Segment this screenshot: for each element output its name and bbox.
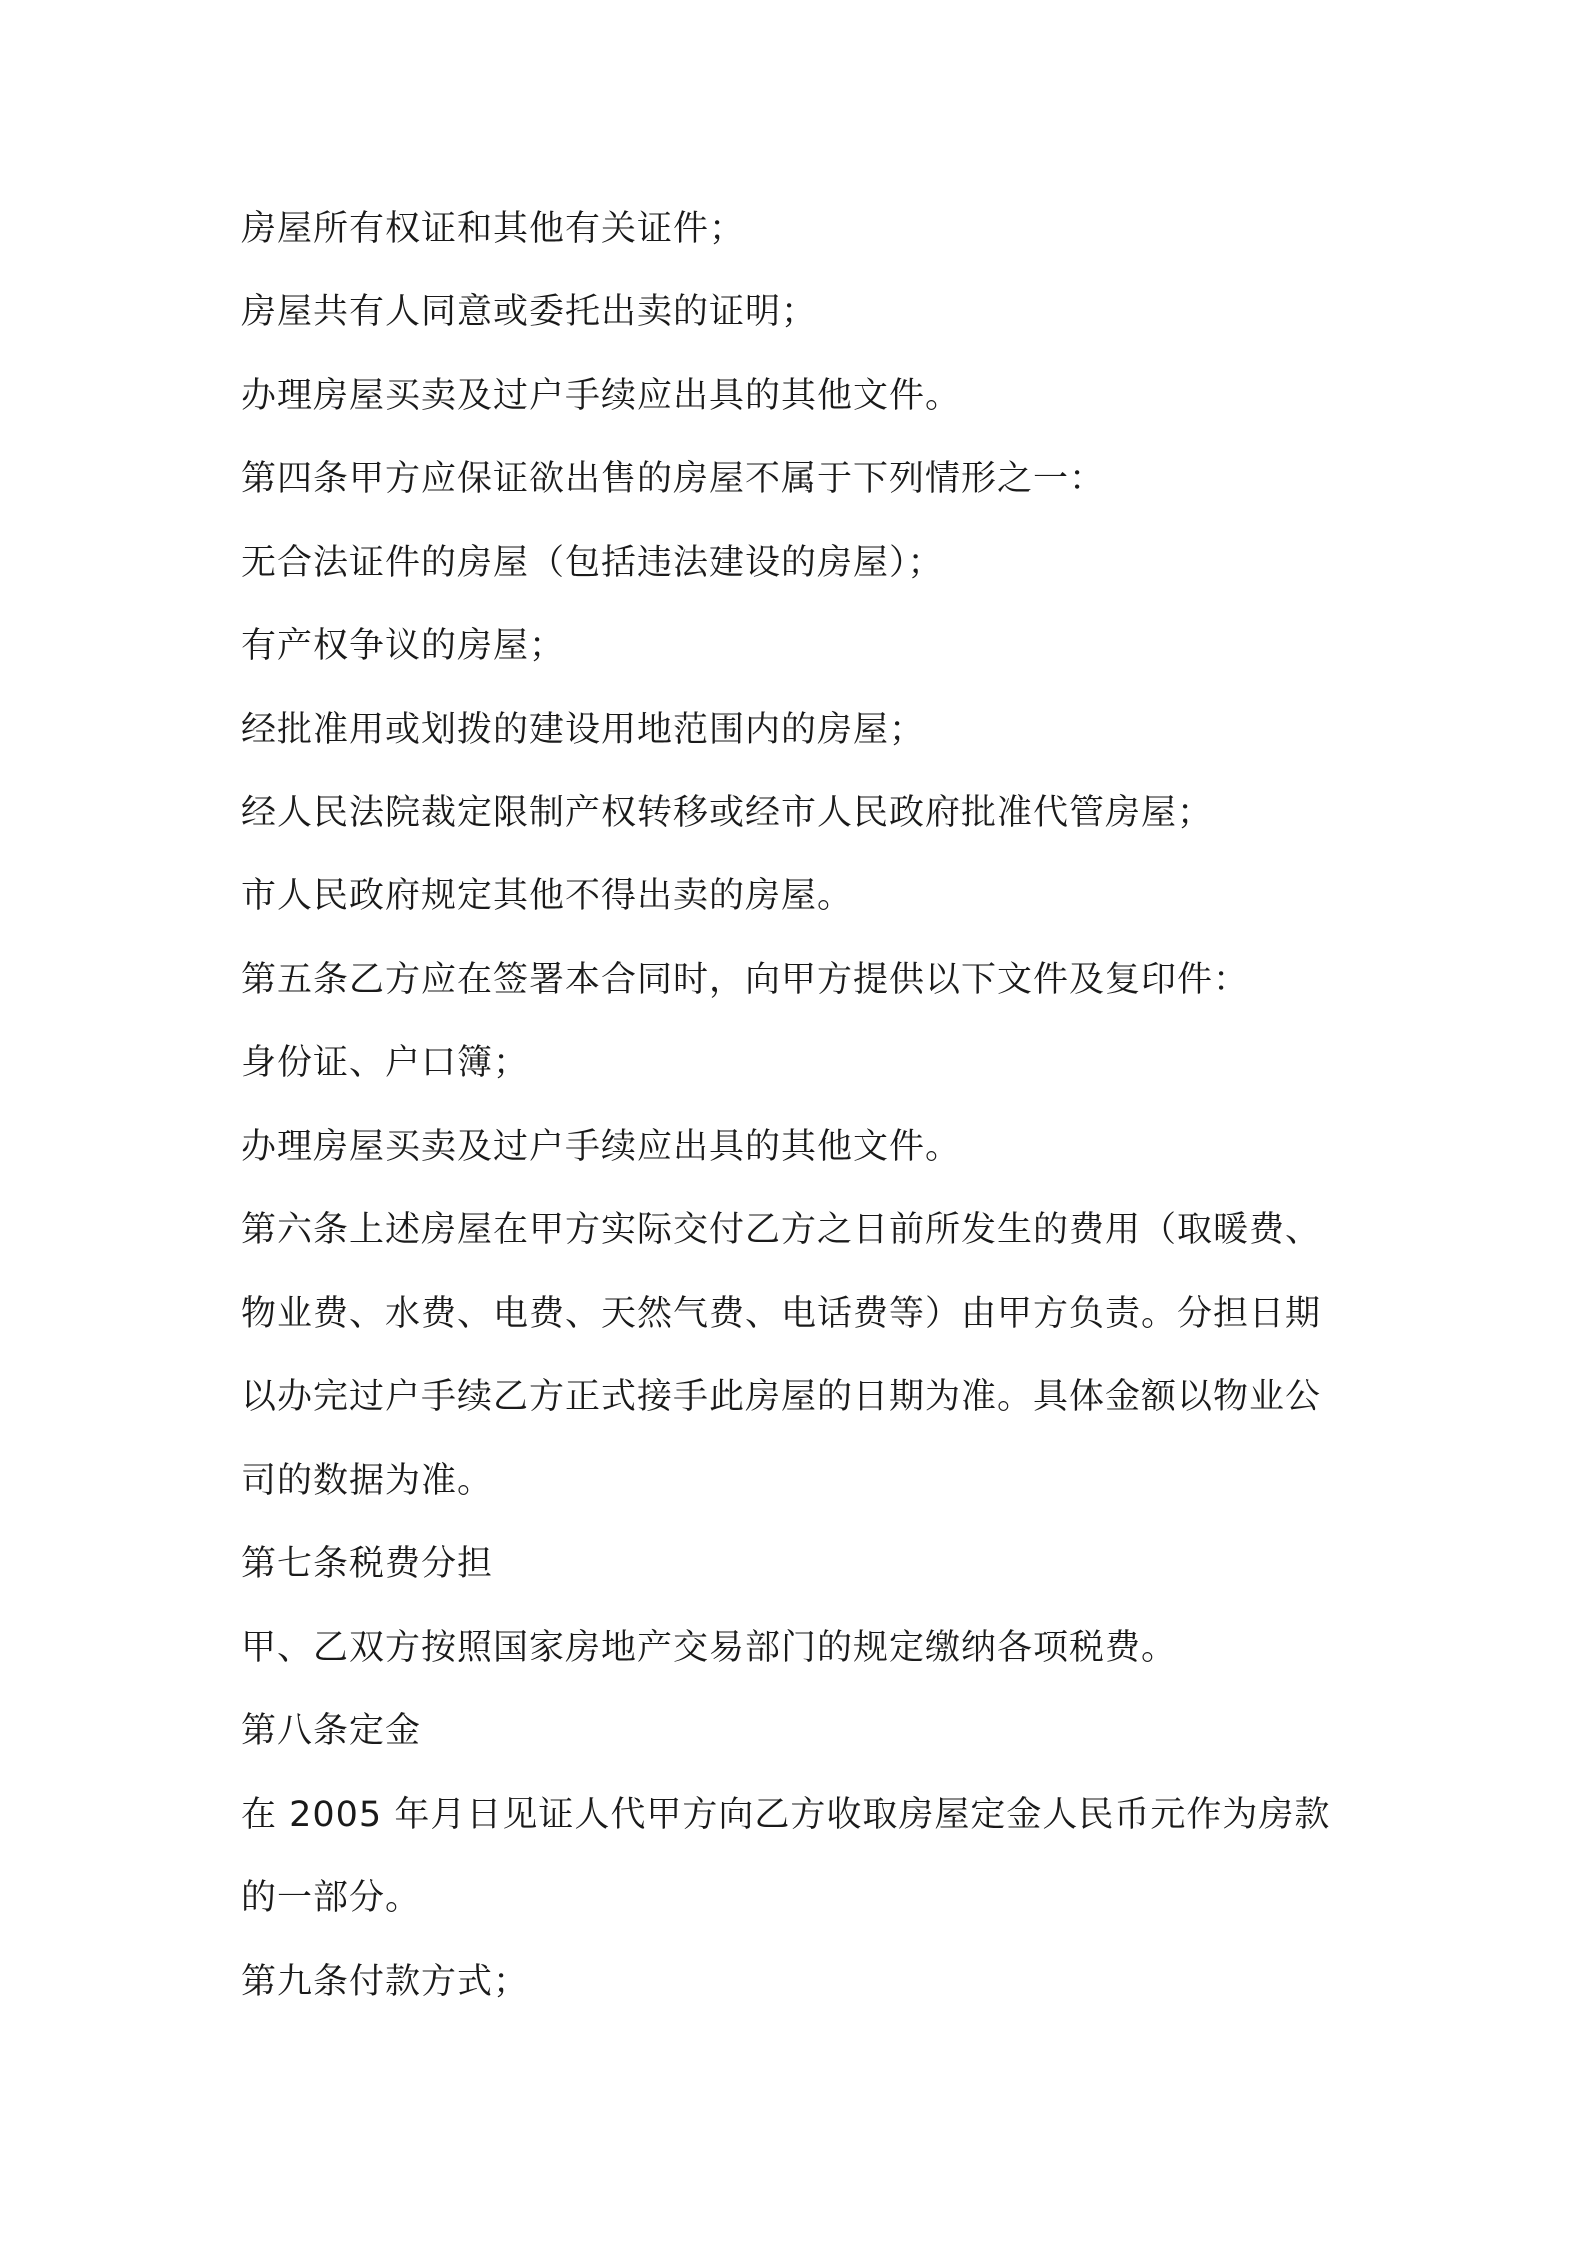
article-7-heading: 第七条税费分担 <box>241 1544 494 1584</box>
text-line: 房屋所有权证和其他有关证件； <box>241 209 746 249</box>
text-line: 身份证、户口簿； <box>241 1043 530 1083</box>
text-line: 办理房屋买卖及过户手续应出具的其他文件。 <box>241 376 962 416</box>
text-line: 物业费、水费、电费、天然气费、电话费等）由甲方负责。分担日期 <box>241 1294 1322 1334</box>
text-line: 无合法证件的房屋（包括违法建设的房屋）； <box>241 543 944 583</box>
article-4-heading: 第四条甲方应保证欲出售的房屋不属于下列情形之一： <box>241 459 1106 499</box>
text-line: 以办完过户手续乙方正式接手此房屋的日期为准。具体金额以物业公 <box>241 1377 1322 1417</box>
article-6-paragraph: 第六条上述房屋在甲方实际交付乙方之日前所发生的费用（取暖费、 <box>241 1210 1322 1250</box>
text-line: 经批准用或划拨的建设用地范围内的房屋； <box>241 710 926 750</box>
article-9-heading: 第九条付款方式； <box>241 1962 530 2002</box>
text-line: 甲、乙双方按照国家房地产交易部门的规定缴纳各项税费。 <box>241 1628 1178 1668</box>
text-line: 有产权争议的房屋； <box>241 626 566 666</box>
text-line: 房屋共有人同意或委托出卖的证明； <box>241 292 818 332</box>
text-line: 市人民政府规定其他不得出卖的房屋。 <box>241 876 854 916</box>
article-5-heading: 第五条乙方应在签署本合同时，向甲方提供以下文件及复印件： <box>241 960 1250 1000</box>
text-line: 司的数据为准。 <box>241 1461 494 1501</box>
text-line: 在 2005 年月日见证人代甲方向乙方收取房屋定金人民币元作为房款 <box>241 1795 1331 1835</box>
article-8-heading: 第八条定金 <box>241 1711 422 1751</box>
text-line: 经人民法院裁定限制产权转移或经市人民政府批准代管房屋； <box>241 793 1214 833</box>
text-line: 办理房屋买卖及过户手续应出具的其他文件。 <box>241 1127 962 1167</box>
text-line: 的一部分。 <box>241 1878 422 1918</box>
